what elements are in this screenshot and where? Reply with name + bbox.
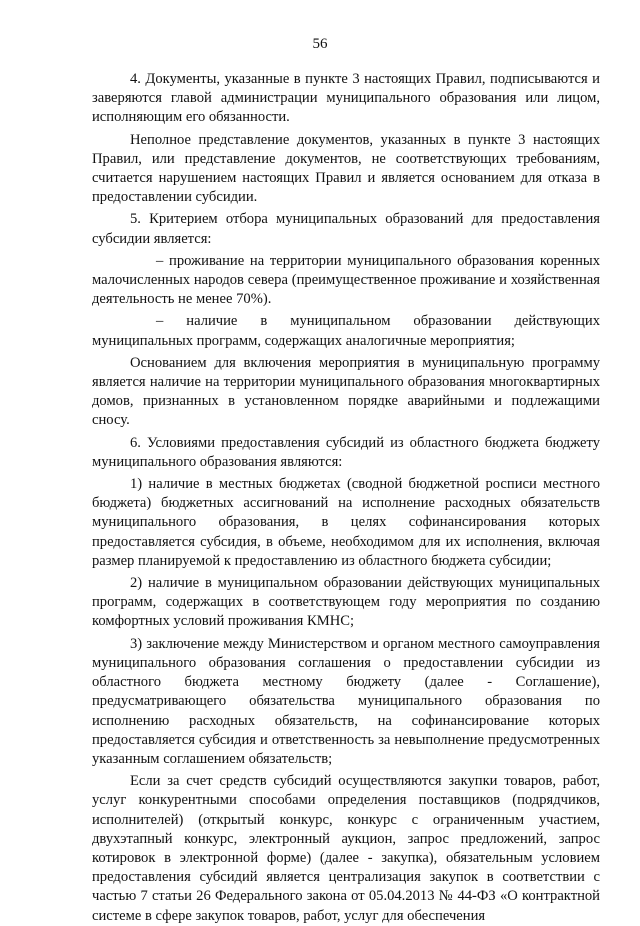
paragraph-subsidy-conditions: 6. Условиями предоставления субсидий из областного бюджета бюджету муниципального образования являются: — [92, 434, 600, 470]
paragraph-documents-signing: 4. Документы, указанные в пункте 3 настоящих Правил, подписываются и заверяются главой администрации муниципального образования или лицом, исполняющим его обязанности. — [92, 71, 600, 126]
paragraph-selection-criterion: 5. Критерием отбора муниципальных образований для предоставления субсидии является: — [92, 211, 600, 247]
list-item-indigenous-residence: – проживание на территории муниципального образования коренных малочисленных народов севера (преимущественное проживание и хозяйственная деятельность не менее 70%). — [92, 252, 600, 308]
list-item-condition-3: 3) заключение между Министерством и органом местного самоуправления муниципального образования соглашения о предоставлении субсидии из областного бюджета местному бюджету (далее - Соглашение), предусматривающего обязательства муниципального образования по исполнению расходных обязательств, на софинансирование которых предоставляется субсидия и ответственность за невыполнение предусмотренных указанным соглашением обязательств; — [92, 635, 600, 767]
list-item-condition-1: 1) наличие в местных бюджетах (сводной бюджетной росписи местного бюджета) бюджетных ассигнований на исполнение расходных обязательств муниципального образования, в целях софинансирования которых предоставляется субсидия, в объеме, необходимом для их исполнения, включая размер планируемой к предоставлению из областного бюджета субсидии; — [92, 476, 600, 569]
list-item-municipal-programs: – наличие в муниципальном образовании действующих муниципальных программ, содержащих аналогичные мероприятия; — [92, 313, 600, 349]
document-body — [92, 70, 600, 926]
list-item-condition-2: 2) наличие в муниципальном образовании действующих муниципальных программ, содержащих в соответствующем году мероприятия по созданию комфортных условий проживания КМНС; — [92, 575, 600, 630]
paragraph-inclusion-basis: Основанием для включения мероприятия в муниципальную программу является наличие на территории муниципального образования многоквартирных домов, признанных в установленном порядке аварийными и подлежащими сносу. — [92, 354, 600, 429]
page-number: 56 — [312, 36, 328, 52]
paragraph-procurement: Если за счет средств субсидий осуществляются закупки товаров, работ, услуг конкурентными способами определения поставщиков (подрядчиков, исполнителей) (открытый конкурс, конкурс с ограниченным участием, двухэтапный конкурс, электронный аукцион, запрос предложений, запрос котировок в электронной форме) (далее - закупка), обязательным условием предоставления субсидий является централизация закупок в соответствии с частью 7 статьи 26 Федерального закона от 05.04.2013 № 44-ФЗ «О контрактной системе в сфере закупок товаров, работ, услуг для обеспечения — [92, 773, 600, 924]
paragraph-incomplete-documents: Неполное представление документов, указанных в пункте 3 настоящих Правил, или представление документов, не соответствующих требованиям, считается нарушением настоящих Правил и является основанием для отказа в предоставлении субсидии. — [92, 131, 600, 206]
